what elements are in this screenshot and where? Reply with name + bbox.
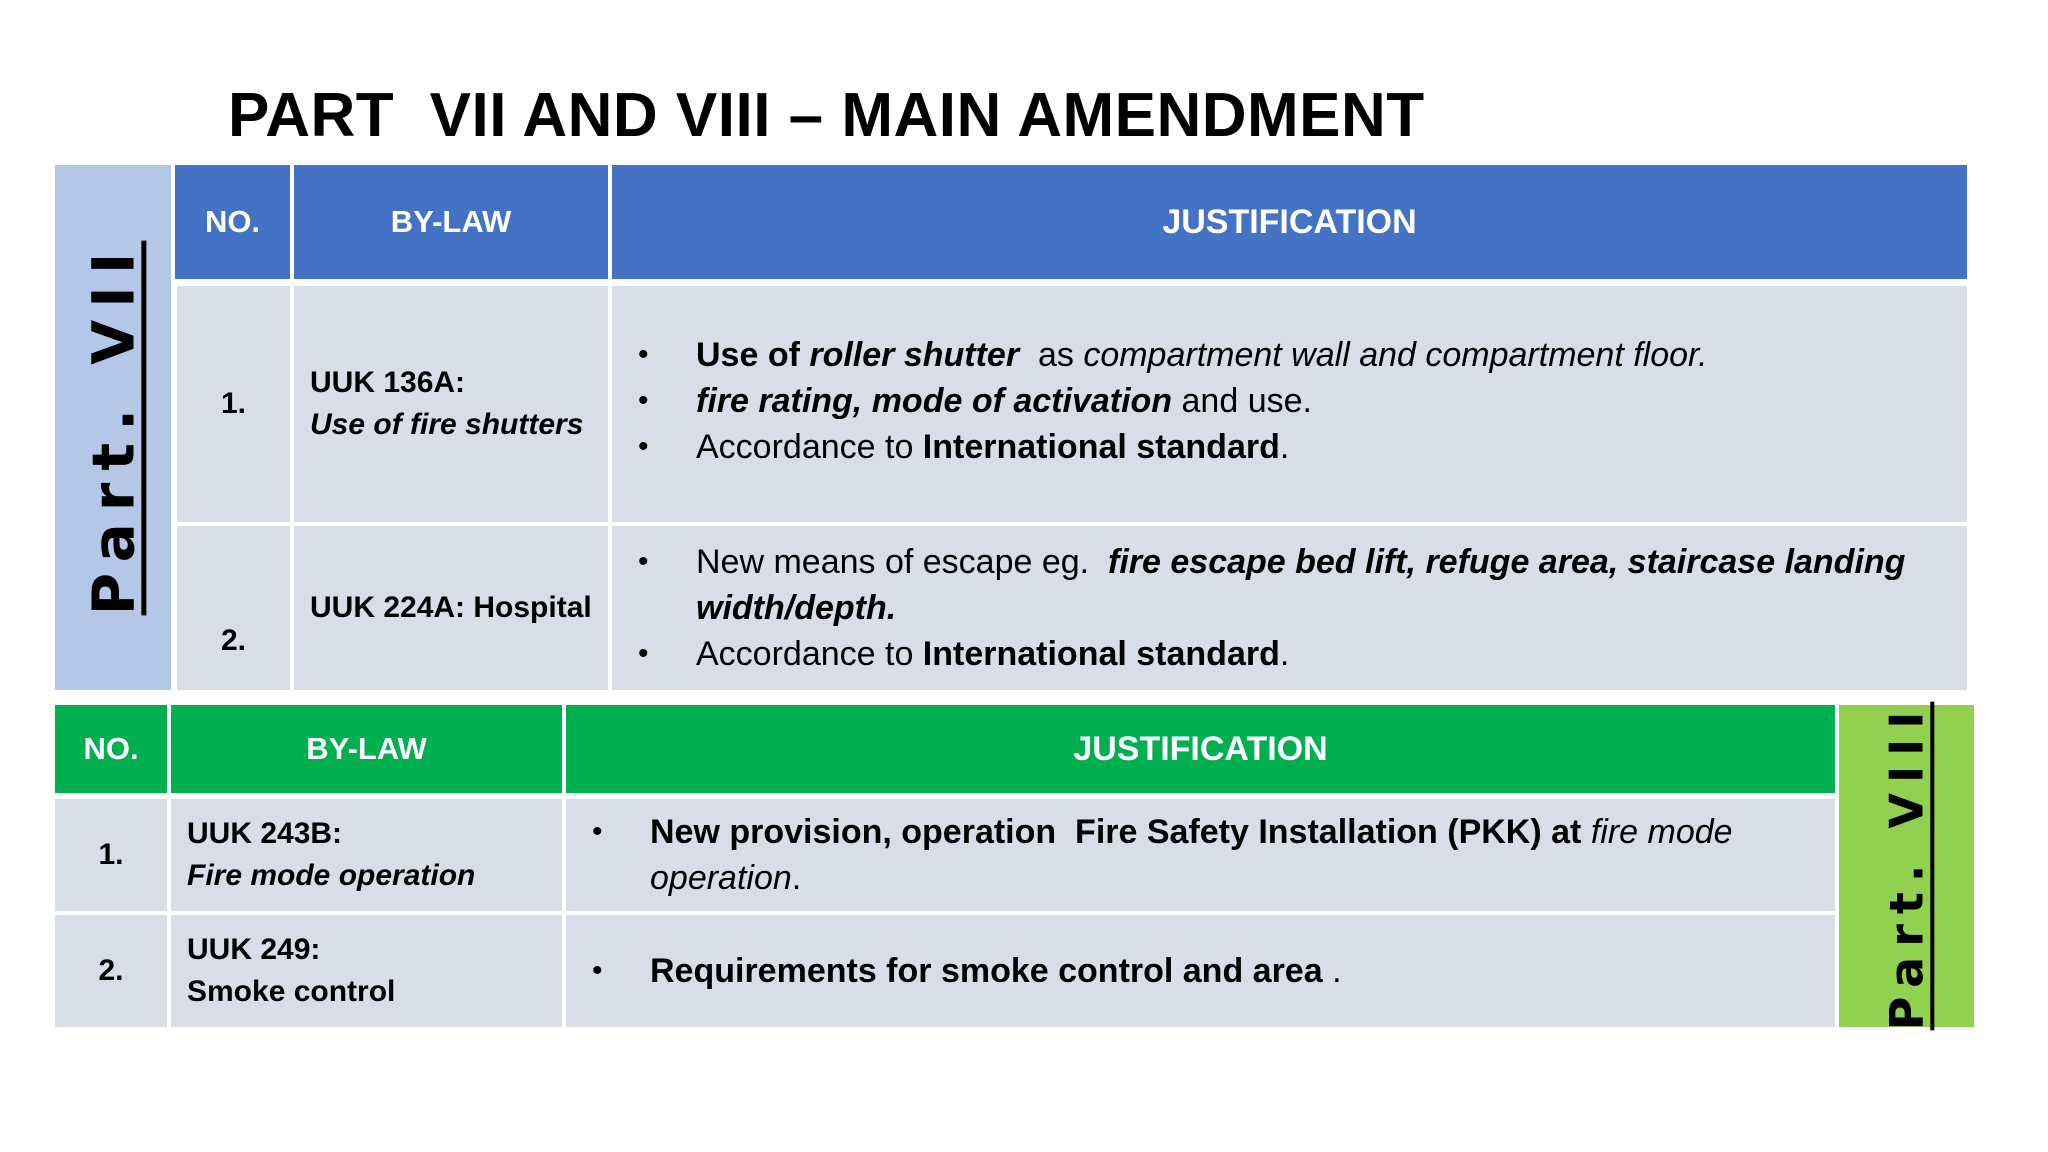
part-viii-header-justification: JUSTIFICATION [566,705,1835,793]
list-item: • fire rating, mode of activation and use. [636,378,1708,424]
list-item: • Accordance to International standard. [636,631,1927,677]
list-item: • Accordance to International standard. [636,424,1708,470]
list-item: • Use of roller shutter as compartment wall and compartment floor. [636,332,1708,378]
part-viii-row2-justification [566,915,1835,1027]
part-vii-header-bylaw: BY-LAW [294,165,608,279]
part-viii-row2-bylaw [171,915,562,1027]
list-item: • New means of escape eg. fire escape bed lift, refuge area, staircase landing width/depth. [636,539,1927,631]
part-vii-side-band [55,165,171,690]
bylaw-code: UUK 243B: [187,817,343,850]
part-viii-row2-no: 2. [55,915,167,1027]
part-vii-row1-bylaw [294,286,608,522]
list-item: • New provision, operation Fire Safety Installation (PKK) at fire mode operation. [590,809,1745,901]
bylaw-code: UUK 249: [187,933,321,966]
part-viii-row1-bylaw [171,799,562,911]
part-viii-header-no: NO. [55,705,167,793]
part-vii-row2-justification [612,526,1967,690]
part-viii-row1-justification [566,799,1835,911]
bylaw-desc: Smoke control [187,975,396,1008]
part-viii-row1-no: 1. [55,799,167,911]
bylaw-code: UUK 224A: Hospital [310,591,592,624]
part-viii-header-bylaw: BY-LAW [171,705,562,793]
list-item: • Requirements for smoke control and area . [590,948,1342,994]
part-vii-header-no: NO. [175,165,290,279]
part-vii-row1-no: 1. [177,286,290,522]
part-vii-side-label: Part. VII [79,240,148,615]
part-viii-side-band [1839,701,1974,1031]
part-vii-row2-no: 2. [177,526,290,690]
bylaw-desc: Fire mode operation [187,859,476,892]
part-vii-row1-justification [612,286,1967,522]
part-vii-row2-bylaw [294,526,608,690]
bylaw-code: UUK 136A: [310,366,466,399]
part-viii-side-label: Part. VIII [1879,701,1934,1031]
slide-title: PART VII AND VIII – MAIN AMENDMENT [228,81,1425,150]
part-vii-header-justification: JUSTIFICATION [612,165,1967,279]
bylaw-desc: Use of fire shutters [310,408,584,441]
